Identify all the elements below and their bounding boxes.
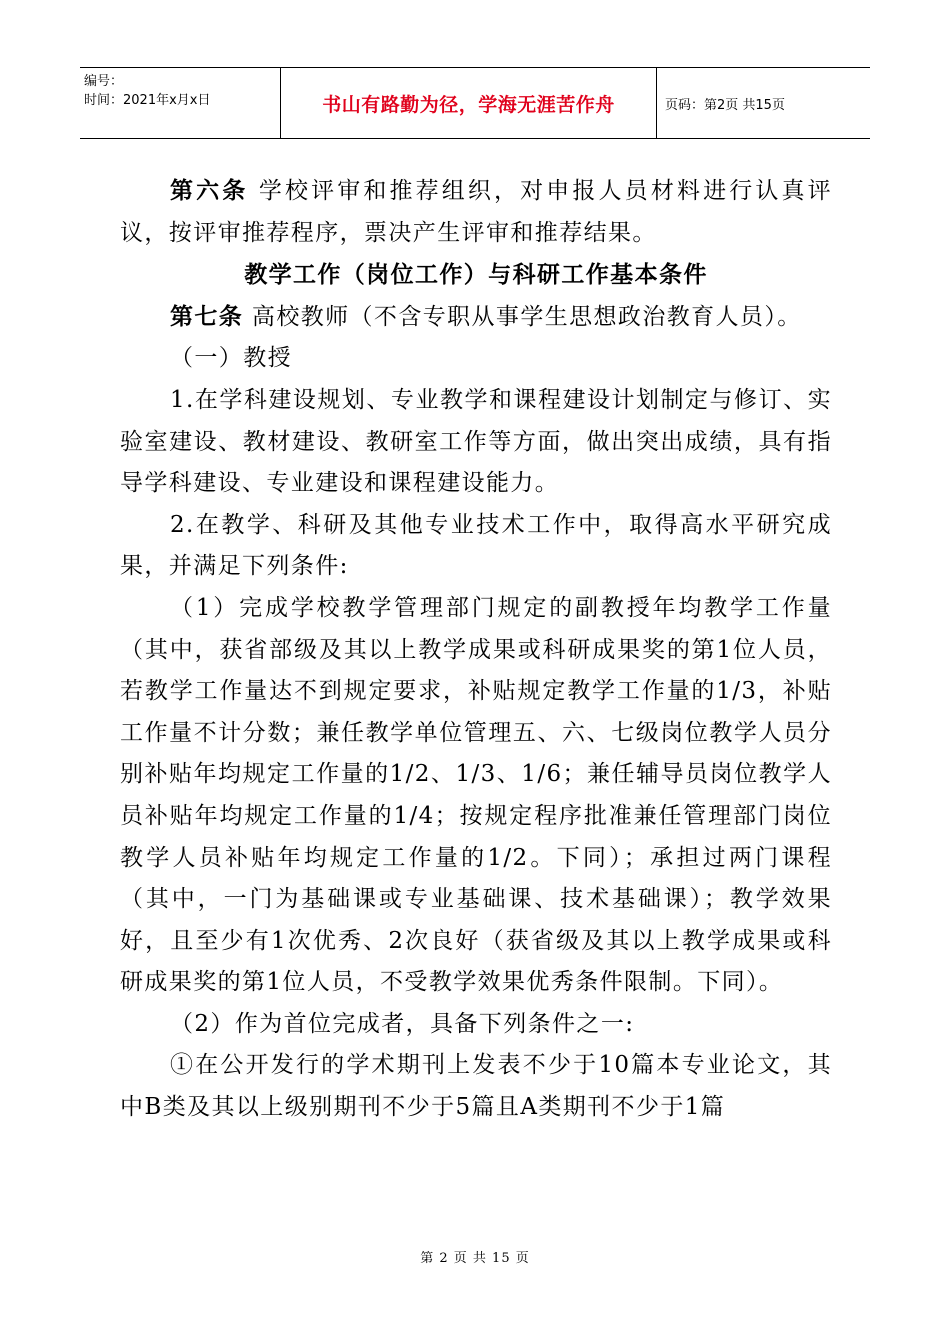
article-7-title: 第七条: [170, 302, 244, 330]
document-body: [120, 170, 832, 1129]
article-7-text: 高校教师（不含专职从事学生思想政治教育人员）。: [243, 303, 802, 330]
condition-1: （1）完成学校教学管理部门规定的副教授年均教学工作量（其中，获省部级及其以上教学成果或科研成果奖的第1位人员，若教学工作量达不到规定要求，补贴规定教学工作量的1/3，补贴工作量不计分数；兼任教学单位管理五、六、七级岗位教学人员分别补贴年均规定工作量的1/2、1/3、1/6；兼任辅导员岗位教学人员补贴年均规定工作量的1/4；按规定程序批准兼任管理部门岗位教学人员补贴年均规定工作量的1/2。下同）；承担过两门课程（其中，一门为基础课或专业基础课、技术基础课）；教学效果好，且至少有1次优秀、2次良好（获省级及其以上教学成果或科研成果奖的第1位人员，不受教学效果优秀条件限制。下同）。: [120, 594, 832, 996]
page-header: [80, 67, 870, 139]
section-heading: 教学工作（岗位工作）与科研工作基本条件: [244, 261, 708, 289]
condition-2-a: ①在公开发行的学术期刊上发表不少于10篇本专业论文，其中B类及其以上级别期刊不少于5篇且A类期刊不少于1篇: [120, 1052, 832, 1121]
page-footer: 第 2 页 共 15 页: [420, 1251, 530, 1266]
time-label: 时间：2021年x月x日: [84, 93, 211, 108]
article-7: [120, 296, 832, 339]
header-page-info: 页码：第2页 共15页: [665, 97, 785, 113]
subsection-professor: （一）教授: [170, 345, 292, 372]
article-6: [120, 170, 832, 254]
header-motto: 书山有路勤为径，学海无涯苦作舟: [281, 68, 657, 138]
item-2: 2.在教学、科研及其他专业技术工作中，取得高水平研究成果，并满足下列条件:: [120, 511, 832, 580]
condition-2: （2）作为首位完成者，具备下列条件之一:: [170, 1010, 635, 1037]
article-6-title: 第六条: [170, 177, 249, 204]
item-1: 1.在学科建设规划、专业教学和课程建设计划制定与修订、实验室建设、教材建设、教研室工作等方面，做出突出成绩，具有指导学科建设、专业建设和课程建设能力。: [120, 386, 832, 497]
header-meta: [80, 68, 281, 138]
article-6-text: 学校评审和推荐组织，对申报人员材料进行认真评议，按评审推荐程序，票决产生评审和推荐结果。: [120, 178, 833, 246]
number-label: 编号：: [84, 74, 124, 89]
